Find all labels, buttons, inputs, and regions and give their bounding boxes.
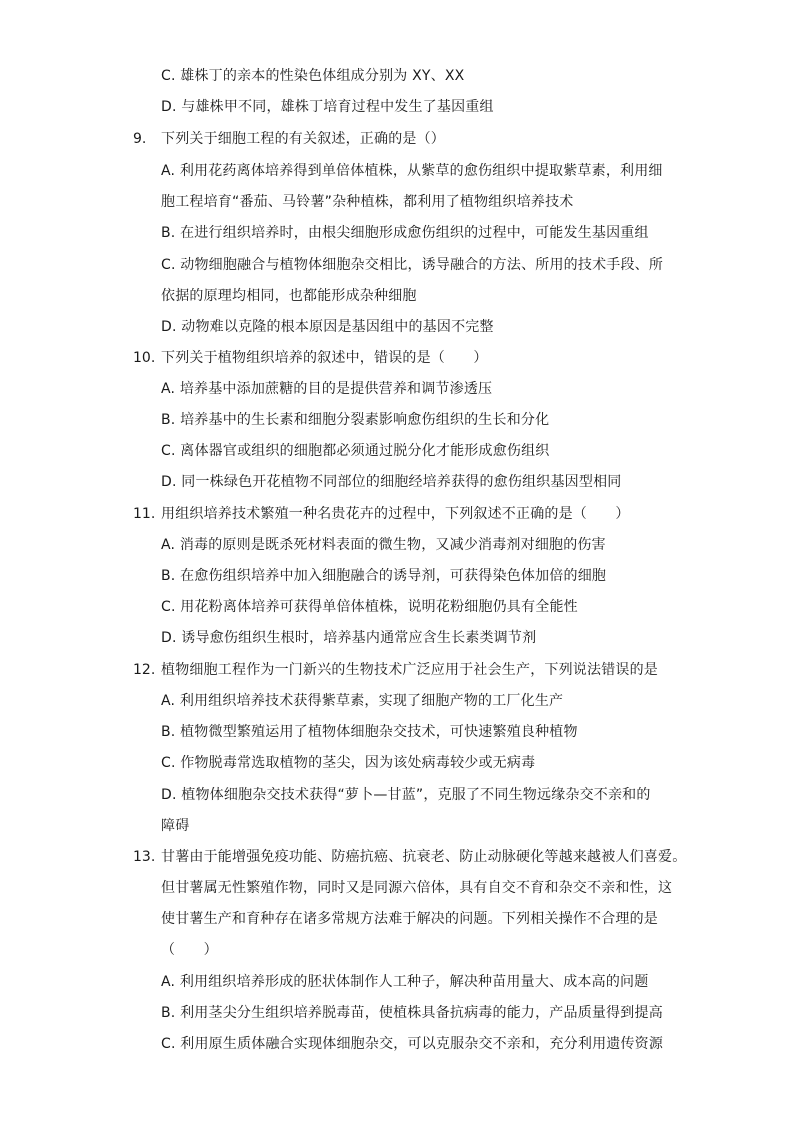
- q10-option-b: B. 培养基中的生长素和细胞分裂素影响愈伤组织的生长和分化: [161, 412, 550, 428]
- q11-option-b: B. 在愈伤组织培养中加入细胞融合的诱导剂，可获得染色体加倍的细胞: [161, 568, 607, 584]
- q11-number: 11.: [133, 506, 156, 522]
- q12-option-a: A. 利用组织培养技术获得紫草素，实现了细胞产物的工厂化生产: [161, 693, 564, 709]
- q12-option-d-line2: 障碍: [161, 818, 190, 834]
- q12-option-c: C. 作物脱毒常选取植物的茎尖，因为该处病毒较少或无病毒: [161, 755, 536, 771]
- q13-option-c: C. 利用原生质体融合实现体细胞杂交，可以克服杂交不亲和，充分利用遗传资源: [161, 1036, 664, 1052]
- q11-stem: 用组织培养技术繁殖一种名贵花卉的过程中，下列叙述不正确的是（ ）: [161, 506, 630, 522]
- q9-option-b: B. 在进行组织培养时，由根尖细胞形成愈伤组织的过程中，可能发生基因重组: [161, 225, 649, 241]
- q8-option-c: C. 雄株丁的亲本的性染色体组成分别为 XY、XX: [161, 68, 465, 84]
- q13-stem-line2: 但甘薯属无性繁殖作物，同时又是同源六倍体，具有自交不育和杂交不亲和性，这: [161, 880, 673, 896]
- q10-option-a: A. 培养基中添加蔗糖的目的是提供营养和调节渗透压: [161, 381, 493, 397]
- q9-number: 9.: [133, 131, 147, 147]
- q11-option-c: C. 用花粉离体培养可获得单倍体植株，说明花粉细胞仍具有全能性: [161, 599, 578, 615]
- q12-number: 12.: [133, 662, 156, 678]
- q13-option-a: A. 利用组织培养形成的胚状体制作人工种子，解决种苗用量大、成本高的问题: [161, 974, 649, 990]
- q13-number: 13.: [133, 849, 156, 865]
- q9-option-c-line2: 依据的原理均相同，也都能形成杂种细胞: [161, 288, 417, 304]
- q11-option-a: A. 消毒的原则是既杀死材料表面的微生物，又减少消毒剂对细胞的伤害: [161, 537, 606, 553]
- q10-option-c: C. 离体器官或组织的细胞都必须通过脱分化才能形成愈伤组织: [161, 443, 550, 459]
- q9-stem: 下列关于细胞工程的有关叙述，正确的是（）: [161, 131, 445, 147]
- q13-option-b: B. 利用茎尖分生组织培养脱毒苗，使植株具备抗病毒的能力，产品质量得到提高: [161, 1005, 663, 1021]
- q9-option-a-line1: A. 利用花药离体培养得到单倍体植株，从紫草的愈伤组织中提取紫草素，利用细: [161, 163, 663, 179]
- q11-option-d: D. 诱导愈伤组织生根时，培养基内通常应含生长素类调节剂: [161, 630, 537, 646]
- q9-option-d: D. 动物难以克隆的根本原因是基因组中的基因不完整: [161, 319, 494, 335]
- q9-option-c-line1: C. 动物细胞融合与植物体细胞杂交相比，诱导融合的方法、所用的技术手段、所: [161, 257, 664, 273]
- q13-stem-line4: （ ）: [161, 942, 218, 958]
- q13-stem-line3: 使甘薯生产和育种存在诸多常规方法难于解决的问题。下列相关操作不合理的是: [161, 911, 658, 927]
- q13-stem-line1: 甘薯由于能增强免疫功能、防癌抗癌、抗衰老、防止动脉硬化等越来越被人们喜爱。: [161, 849, 687, 865]
- q12-option-d-line1: D. 植物体细胞杂交技术获得“萝卜—甘蓝”，克服了不同生物远缘杂交不亲和的: [161, 787, 651, 803]
- q8-option-d: D. 与雄株甲不同，雄株丁培育过程中发生了基因重组: [161, 99, 494, 115]
- q10-option-d: D. 同一株绿色开花植物不同部位的细胞经培养获得的愈伤组织基因型相同: [161, 474, 622, 490]
- q12-stem: 植物细胞工程作为一门新兴的生物技术广泛应用于社会生产，下列说法错误的是: [161, 662, 658, 678]
- q9-option-a-line2: 胞工程培育“番茄、马铃薯”杂种植株，都利用了植物组织培养技术: [161, 194, 574, 210]
- q12-option-b: B. 植物微型繁殖运用了植物体细胞杂交技术，可快速繁殖良种植物: [161, 724, 578, 740]
- q10-number: 10.: [133, 350, 156, 366]
- q10-stem: 下列关于植物组织培养的叙述中，错误的是（ ）: [161, 350, 488, 366]
